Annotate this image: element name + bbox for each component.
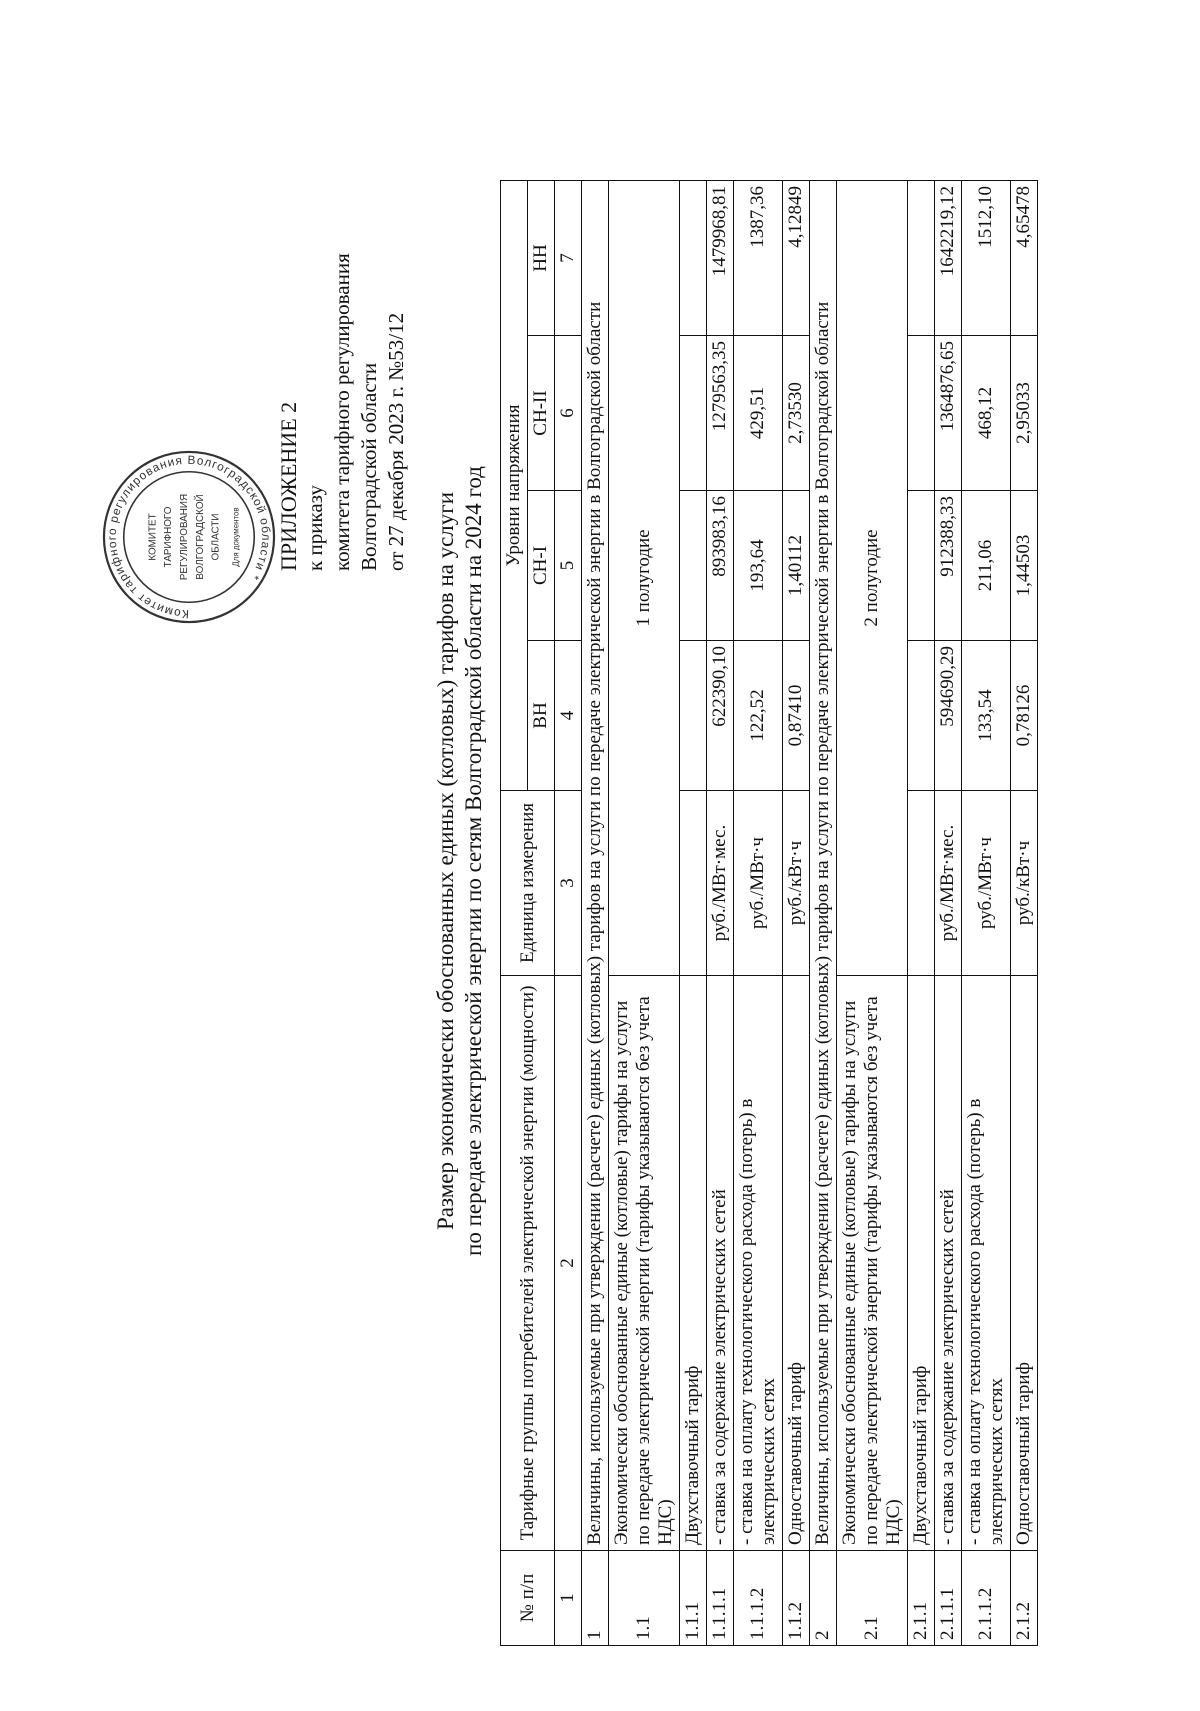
row-sn1: 893983,16 [707, 491, 734, 641]
table-row [783, 180, 810, 1645]
table-row [680, 180, 707, 1645]
row-no: 1.1 [609, 1551, 680, 1646]
row-no: 2.1.1.2 [962, 1551, 1011, 1646]
table-row [582, 180, 609, 1645]
header-vn: ВН [528, 641, 555, 791]
row-name: - ставка за содержание электрических сетей [707, 976, 734, 1551]
row-no: 1 [582, 1551, 609, 1646]
row-nn: 4,65478 [1011, 180, 1038, 335]
row-section-title: Величины, используемые при утверждении (расчете) единых (котловых) тарифов на услуги по передаче электрической энергии в Волгоградской области [810, 180, 837, 1550]
header-nn: НН [528, 180, 555, 335]
row-name: Экономически обоснованные единые (котловые) тарифы на услуги по передаче электрической энергии (тарифы указываются без учета НДС) [609, 976, 680, 1551]
row-vn [908, 641, 935, 791]
row-vn [680, 641, 707, 791]
row-name: Двухставочный тариф [908, 976, 935, 1551]
stamp-line-2: ТАРИФНОГО [163, 506, 175, 568]
header-voltage-levels: Уровни напряжения [501, 180, 528, 790]
committee-name: комитета тарифного регулирования [330, 253, 354, 571]
row-sn1: 1,40112 [783, 491, 810, 641]
row-no: 1.1.1.1 [707, 1551, 734, 1646]
row-sn2 [908, 336, 935, 491]
table-row [1011, 180, 1038, 1645]
row-sn2: 2,73530 [783, 336, 810, 491]
row-unit: руб./МВт·мес. [707, 791, 734, 976]
column-number: 2 [555, 976, 582, 1551]
row-unit: руб./МВт·мес. [935, 791, 962, 976]
row-unit: руб./МВт·ч [734, 791, 783, 976]
column-number: 1 [555, 1551, 582, 1646]
row-nn: 1642219,12 [935, 180, 962, 335]
stamp-line-3: РЕГУЛИРОВАНИЯ [179, 493, 191, 581]
table-header-row [501, 180, 528, 1645]
row-vn: 594690,29 [935, 641, 962, 791]
column-number: 3 [555, 791, 582, 976]
row-name: - ставка на оплату технологического расхода (потерь) в электрических сетях [734, 976, 783, 1551]
row-sn2: 1364876,65 [935, 336, 962, 491]
row-unit: руб./кВт·ч [783, 791, 810, 976]
row-unit: руб./МВт·ч [962, 791, 1011, 976]
header-no: № п/п [501, 1551, 555, 1646]
row-no: 2.1.1 [908, 1551, 935, 1646]
row-no: 2 [810, 1551, 837, 1646]
stamp-ring-text: Комитет тарифного регулирования Волгоградской области * [104, 452, 274, 622]
stamp-line-4: ВОЛГОГРАДСКОЙ [194, 494, 206, 580]
row-sn1 [908, 491, 935, 641]
row-name: Экономически обоснованные единые (котловые) тарифы на услуги по передаче электрической энергии (тарифы указываются без учета НДС) [837, 976, 908, 1551]
region-name: Волгоградской области [357, 362, 381, 571]
row-no: 1.1.1 [680, 1551, 707, 1646]
column-numbers-row [555, 180, 582, 1645]
row-nn: 1387,36 [734, 180, 783, 335]
row-no: 1.1.2 [783, 1551, 810, 1646]
tariff-table [500, 180, 1038, 1646]
document-title [432, 161, 488, 1561]
row-sn2: 2,95033 [1011, 336, 1038, 491]
row-unit: руб./кВт·ч [1011, 791, 1038, 976]
table-row [810, 180, 837, 1645]
row-no: 2.1.2 [1011, 1551, 1038, 1646]
column-number: 7 [555, 180, 582, 335]
row-unit [680, 791, 707, 976]
table-row [734, 180, 783, 1645]
stamp-line-6: Для документов [231, 507, 241, 567]
row-section-title: Величины, используемые при утверждении (расчете) единых (котловых) тарифов на услуги по передаче электрической энергии в Волгоградской области [582, 180, 609, 1550]
header-sn1: СН-I [528, 491, 555, 641]
row-sn2: 1279563,35 [707, 336, 734, 491]
table-row [609, 180, 680, 1645]
row-sn2 [680, 336, 707, 491]
stamp-line-5: ОБЛАСТИ [210, 513, 222, 561]
row-name: - ставка за содержание электрических сетей [935, 976, 962, 1551]
appendix-header [275, 71, 410, 571]
header-unit: Единица измерения [501, 791, 555, 976]
row-sn1: 912388,33 [935, 491, 962, 641]
stamp-line-1: КОМИТЕТ [147, 513, 159, 561]
row-sn2: 429,51 [734, 336, 783, 491]
table-row [962, 180, 1011, 1645]
row-no: 1.1.1.2 [734, 1551, 783, 1646]
row-name: Одноставочный тариф [1011, 976, 1038, 1551]
row-sn2: 468,12 [962, 336, 1011, 491]
column-number: 5 [555, 491, 582, 641]
order-date-number: от 27 декабря 2023 г. №53/12 [384, 312, 408, 571]
title-line-2: по передаче электрической энергии по сетям Волгоградской области на 2024 год [461, 466, 486, 1256]
row-unit [908, 791, 935, 976]
table-row [935, 180, 962, 1645]
row-vn: 0,78126 [1011, 641, 1038, 791]
row-name: Двухставочный тариф [680, 976, 707, 1551]
row-period: 1 полугодие [609, 180, 680, 975]
appendix-number: ПРИЛОЖЕНИЕ 2 [276, 401, 301, 571]
row-sn1: 211,06 [962, 491, 1011, 641]
table-row [908, 180, 935, 1645]
row-vn: 133,54 [962, 641, 1011, 791]
title-line-1: Размер экономически обоснованных единых (котловых) тарифов на услуги [433, 491, 458, 1231]
header-tariff-group: Тарифные группы потребителей электрической энергии (мощности) [501, 976, 555, 1551]
row-name: Одноставочный тариф [783, 976, 810, 1551]
row-nn: 1512,10 [962, 180, 1011, 335]
row-vn: 622390,10 [707, 641, 734, 791]
row-nn: 1479968,81 [707, 180, 734, 335]
row-no: 2.1 [837, 1551, 908, 1646]
row-vn: 122,52 [734, 641, 783, 791]
row-vn: 0,87410 [783, 641, 810, 791]
row-sn1 [680, 491, 707, 641]
row-period: 2 полугодие [837, 180, 908, 975]
table-row [707, 180, 734, 1645]
row-name: - ставка на оплату технологического расхода (потерь) в электрических сетях [962, 976, 1011, 1551]
column-number: 4 [555, 641, 582, 791]
row-nn: 4,12849 [783, 180, 810, 335]
row-nn [680, 180, 707, 335]
row-no: 2.1.1.1 [935, 1551, 962, 1646]
order-reference: к приказу [303, 485, 327, 571]
header-sn2: СН-II [528, 336, 555, 491]
official-stamp [100, 448, 278, 626]
row-nn [908, 180, 935, 335]
row-sn1: 1,44503 [1011, 491, 1038, 641]
column-number: 6 [555, 336, 582, 491]
row-sn1: 193,64 [734, 491, 783, 641]
table-row [837, 180, 908, 1645]
